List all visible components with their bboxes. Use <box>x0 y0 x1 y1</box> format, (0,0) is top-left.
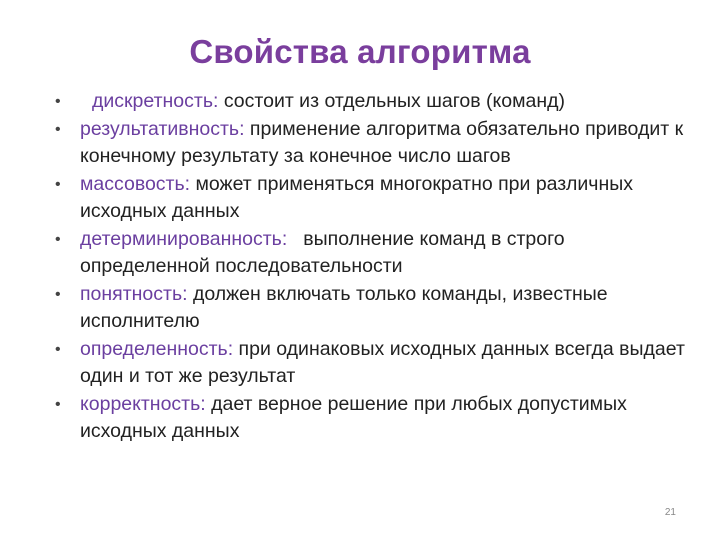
list-item <box>52 281 692 336</box>
property-term: результативность <box>80 117 240 140</box>
property-description: применение алгоритма обязательно приводит к конечному результату за конечное число шагов <box>80 117 684 167</box>
properties-list <box>52 88 692 446</box>
property-description: выполнение команд в строго определенной последовательности <box>80 227 565 277</box>
property-term: массовость <box>80 172 185 195</box>
term-separator: : <box>182 282 188 305</box>
list-item <box>52 391 692 446</box>
bullet-icon: • <box>55 395 61 413</box>
bullet-icon: • <box>55 93 61 110</box>
list-item <box>52 116 692 171</box>
bullet-icon: • <box>55 230 61 248</box>
page-number: 21 <box>664 507 676 518</box>
term-separator: : <box>184 172 191 195</box>
property-description: дает верное решение при любых допустимых исходных данных <box>80 392 627 442</box>
term-separator: : <box>239 117 245 140</box>
property-term: понятность <box>80 282 183 305</box>
property-description: должен включать только команды, известные исполнителю <box>80 282 608 332</box>
slide-title: Свойства алгоритма <box>189 33 531 70</box>
term-separator: : <box>227 337 234 360</box>
property-term: детерминированность: <box>80 227 288 250</box>
bullet-icon: • <box>55 175 61 193</box>
list-item <box>52 336 692 391</box>
property-term: корректность <box>80 392 201 415</box>
bullet-icon: • <box>55 340 61 358</box>
list-item <box>52 226 692 281</box>
property-description: при одинаковых исходных данных всегда выдает один и тот же результат <box>80 337 685 387</box>
property-term: дискретность <box>92 90 213 112</box>
bullet-icon: • <box>55 285 61 303</box>
property-description: может применяться многократно при различных исходных данных <box>80 172 633 222</box>
list-item <box>52 171 692 226</box>
property-term: определенность <box>80 337 228 360</box>
term-separator: : <box>212 90 219 112</box>
property-description: состоит из отдельных шагов (команд) <box>218 90 565 112</box>
bullet-icon: • <box>55 120 61 138</box>
term-separator: : <box>200 392 206 415</box>
list-item <box>52 88 692 116</box>
